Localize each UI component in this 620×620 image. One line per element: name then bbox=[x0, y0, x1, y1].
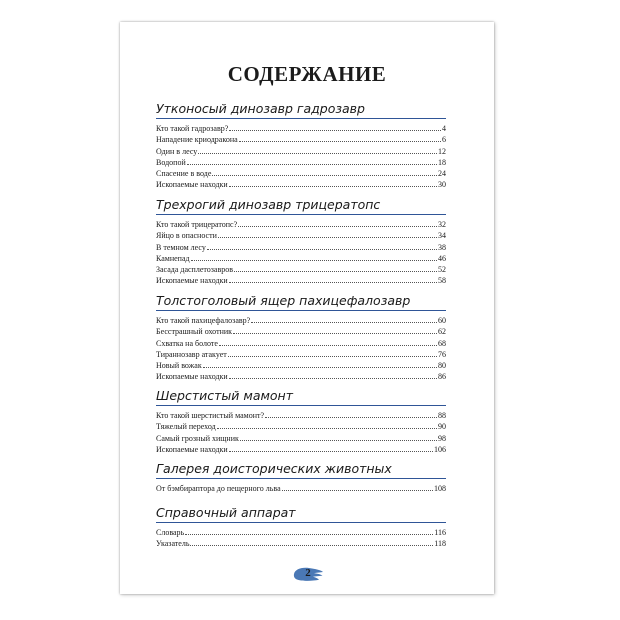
entry-page-number: 86 bbox=[438, 372, 446, 382]
entry-page-number: 98 bbox=[438, 433, 446, 443]
entry-page-number: 88 bbox=[438, 411, 446, 420]
entry-label: Водопой bbox=[156, 157, 186, 167]
dot-leader bbox=[229, 275, 437, 283]
toc-section bbox=[156, 293, 446, 383]
entry-page-number: 52 bbox=[438, 265, 446, 275]
toc-entry bbox=[156, 146, 446, 157]
entry-label: В темном лесу bbox=[156, 242, 206, 252]
dot-leader bbox=[265, 410, 437, 418]
entry-page-number: 58 bbox=[438, 276, 446, 286]
dot-leader bbox=[187, 157, 437, 165]
toc-entry bbox=[156, 253, 446, 264]
dot-leader bbox=[229, 123, 441, 131]
entry-page-number: 106 bbox=[434, 444, 446, 454]
page-number-badge bbox=[292, 566, 324, 582]
entry-label: Бесстрашный охотник bbox=[156, 327, 233, 337]
dot-leader bbox=[190, 538, 433, 546]
dot-leader bbox=[239, 134, 441, 142]
toc-entry bbox=[156, 168, 446, 179]
entry-page-number: 116 bbox=[434, 528, 446, 537]
entry-page-number: 76 bbox=[438, 349, 446, 359]
entry-label: Словарь bbox=[156, 528, 185, 537]
book-page bbox=[120, 22, 494, 594]
entry-label: Ископаемые находки bbox=[156, 180, 228, 190]
entry-page-number: 108 bbox=[434, 484, 446, 493]
entry-page-number: 34 bbox=[438, 231, 446, 241]
toc-entry bbox=[156, 421, 446, 432]
entry-page-number: 118 bbox=[434, 539, 446, 549]
dot-leader bbox=[240, 433, 437, 441]
toc-entry bbox=[156, 219, 446, 230]
entry-page-number: 90 bbox=[438, 422, 446, 432]
entry-label: От бэмбираптора до пещерного льва bbox=[156, 484, 281, 493]
toc-entry bbox=[156, 123, 446, 134]
entry-page-number: 12 bbox=[438, 146, 446, 156]
entry-label: Указатель bbox=[156, 539, 190, 549]
entry-label: Один в лесу bbox=[156, 146, 198, 156]
entry-label: Кто такой шерстистый мамонт? bbox=[156, 411, 265, 420]
entry-label: Кто такой гадрозавр? bbox=[156, 124, 229, 133]
dot-leader bbox=[185, 527, 433, 535]
entry-page-number: 46 bbox=[438, 253, 446, 263]
entry-label: Новый вожак bbox=[156, 361, 202, 371]
dot-leader bbox=[238, 219, 437, 227]
entry-label: Нападение криодракона bbox=[156, 135, 238, 145]
toc-entry bbox=[156, 444, 446, 455]
toc-entry bbox=[156, 360, 446, 371]
dot-leader bbox=[207, 242, 437, 250]
entry-page-number: 4 bbox=[442, 124, 446, 133]
toc-entry bbox=[156, 410, 446, 421]
toc-entry bbox=[156, 134, 446, 145]
dot-leader bbox=[229, 179, 437, 187]
toc-section bbox=[156, 505, 446, 550]
toc-entry bbox=[156, 349, 446, 360]
page-number: 2 bbox=[305, 567, 311, 579]
toc-entry bbox=[156, 483, 446, 494]
dot-leader bbox=[198, 146, 437, 154]
dot-leader bbox=[217, 421, 437, 429]
entry-label: Тяжелый переход bbox=[156, 422, 216, 432]
entry-page-number: 18 bbox=[438, 157, 446, 167]
section-heading: Трехрогий динозавр трицератопс bbox=[156, 197, 446, 215]
toc-entry bbox=[156, 157, 446, 168]
dot-leader bbox=[251, 315, 437, 323]
entry-page-number: 60 bbox=[438, 316, 446, 325]
entry-page-number: 32 bbox=[438, 220, 446, 229]
entry-label: Яйцо в опасности bbox=[156, 231, 217, 241]
entry-label: Ископаемые находки bbox=[156, 372, 228, 382]
entry-page-number: 68 bbox=[438, 338, 446, 348]
dot-leader bbox=[229, 371, 437, 379]
toc-entry bbox=[156, 326, 446, 337]
dot-leader bbox=[212, 168, 437, 176]
entry-label: Кто такой трицератопс? bbox=[156, 220, 238, 229]
toc-entry bbox=[156, 230, 446, 241]
dot-leader bbox=[229, 444, 433, 452]
entry-label: Тираннозавр атакует bbox=[156, 349, 227, 359]
entry-page-number: 30 bbox=[438, 180, 446, 190]
entry-label: Камнепад bbox=[156, 253, 190, 263]
dot-leader bbox=[228, 349, 437, 357]
entry-label: Засада дасплетозавров bbox=[156, 265, 234, 275]
entry-label: Спасение в воде bbox=[156, 169, 212, 179]
toc-section bbox=[156, 101, 446, 191]
entry-label: Кто такой пахицефалозавр? bbox=[156, 316, 251, 325]
toc-entry bbox=[156, 242, 446, 253]
page-title: СОДЕРЖАНИЕ bbox=[227, 62, 387, 86]
toc-entry bbox=[156, 538, 446, 549]
dot-leader bbox=[234, 264, 437, 272]
section-heading: Толстоголовый ящер пахицефалозавр bbox=[156, 293, 446, 311]
toc-entry bbox=[156, 338, 446, 349]
toc-entry bbox=[156, 527, 446, 538]
toc-section bbox=[156, 461, 446, 494]
toc-section bbox=[156, 388, 446, 455]
dot-leader bbox=[233, 326, 437, 334]
dot-leader bbox=[191, 253, 437, 261]
section-heading: Галерея доисторических животных bbox=[156, 461, 446, 479]
entry-label: Схватка на болоте bbox=[156, 338, 218, 348]
toc-entry bbox=[156, 433, 446, 444]
toc-entry bbox=[156, 179, 446, 190]
entry-label: Самый грозный хищник bbox=[156, 433, 239, 443]
dot-leader bbox=[203, 360, 437, 368]
entry-label: Ископаемые находки bbox=[156, 276, 228, 286]
entry-page-number: 80 bbox=[438, 361, 446, 371]
entry-page-number: 6 bbox=[442, 135, 446, 145]
entry-page-number: 62 bbox=[438, 327, 446, 337]
toc-entry bbox=[156, 264, 446, 275]
section-heading: Утконосый динозавр гадрозавр bbox=[156, 101, 446, 119]
toc-entry bbox=[156, 371, 446, 382]
section-heading: Справочный аппарат bbox=[156, 505, 446, 523]
dot-leader bbox=[282, 483, 433, 491]
entry-page-number: 24 bbox=[438, 169, 446, 179]
entry-page-number: 38 bbox=[438, 242, 446, 252]
dot-leader bbox=[218, 230, 437, 238]
section-heading: Шерстистый мамонт bbox=[156, 388, 446, 406]
entry-label: Ископаемые находки bbox=[156, 444, 228, 454]
dot-leader bbox=[219, 338, 437, 346]
toc-entry bbox=[156, 315, 446, 326]
toc-entry bbox=[156, 275, 446, 286]
toc-section bbox=[156, 197, 446, 287]
